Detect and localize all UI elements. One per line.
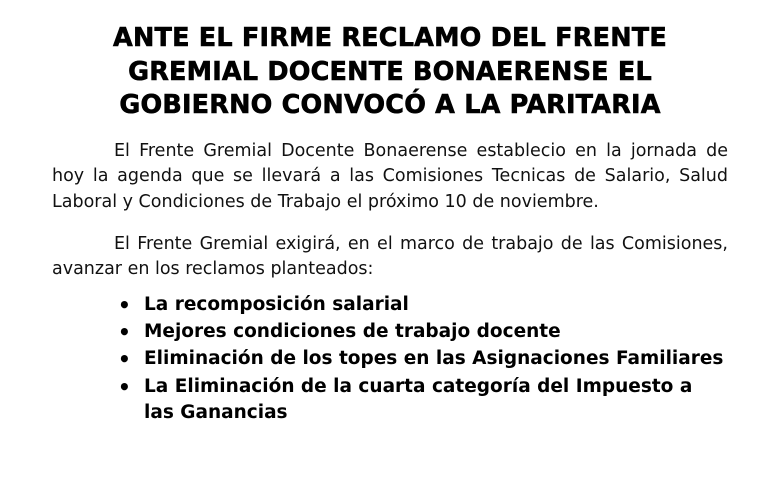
list-item: • Mejores condiciones de trabajo docente	[118, 319, 728, 345]
paragraph-1: El Frente Gremial Docente Bonaerense establecio en la jornada de hoy la agenda que se llevará a las Comisiones Tecnicas de Salario, Salud Laboral y Condiciones de Trabajo el próximo 10 de noviembre.	[52, 140, 728, 212]
title-line-1: ANTE EL FIRME RECLAMO DEL FRENTE	[113, 23, 667, 53]
list-item: • La recomposición salarial	[118, 292, 728, 318]
page-title	[52, 22, 728, 123]
demands-list	[52, 292, 728, 426]
title-line-3: GOBIERNO CONVOCÓ A LA PARITARIA	[119, 90, 661, 121]
paragraph-2: El Frente Gremial exigirá, en el marco de trabajo de las Comisiones, avanzar en los reclamos planteados:	[52, 234, 728, 280]
list-item: • Eliminación de los topes en las Asignaciones Familiares	[118, 346, 728, 372]
list-item: • La Eliminación de la cuarta categoría del Impuesto a las Ganancias	[118, 374, 728, 427]
title-line-2: GREMIAL DOCENTE BONAERENSE EL	[128, 56, 652, 87]
